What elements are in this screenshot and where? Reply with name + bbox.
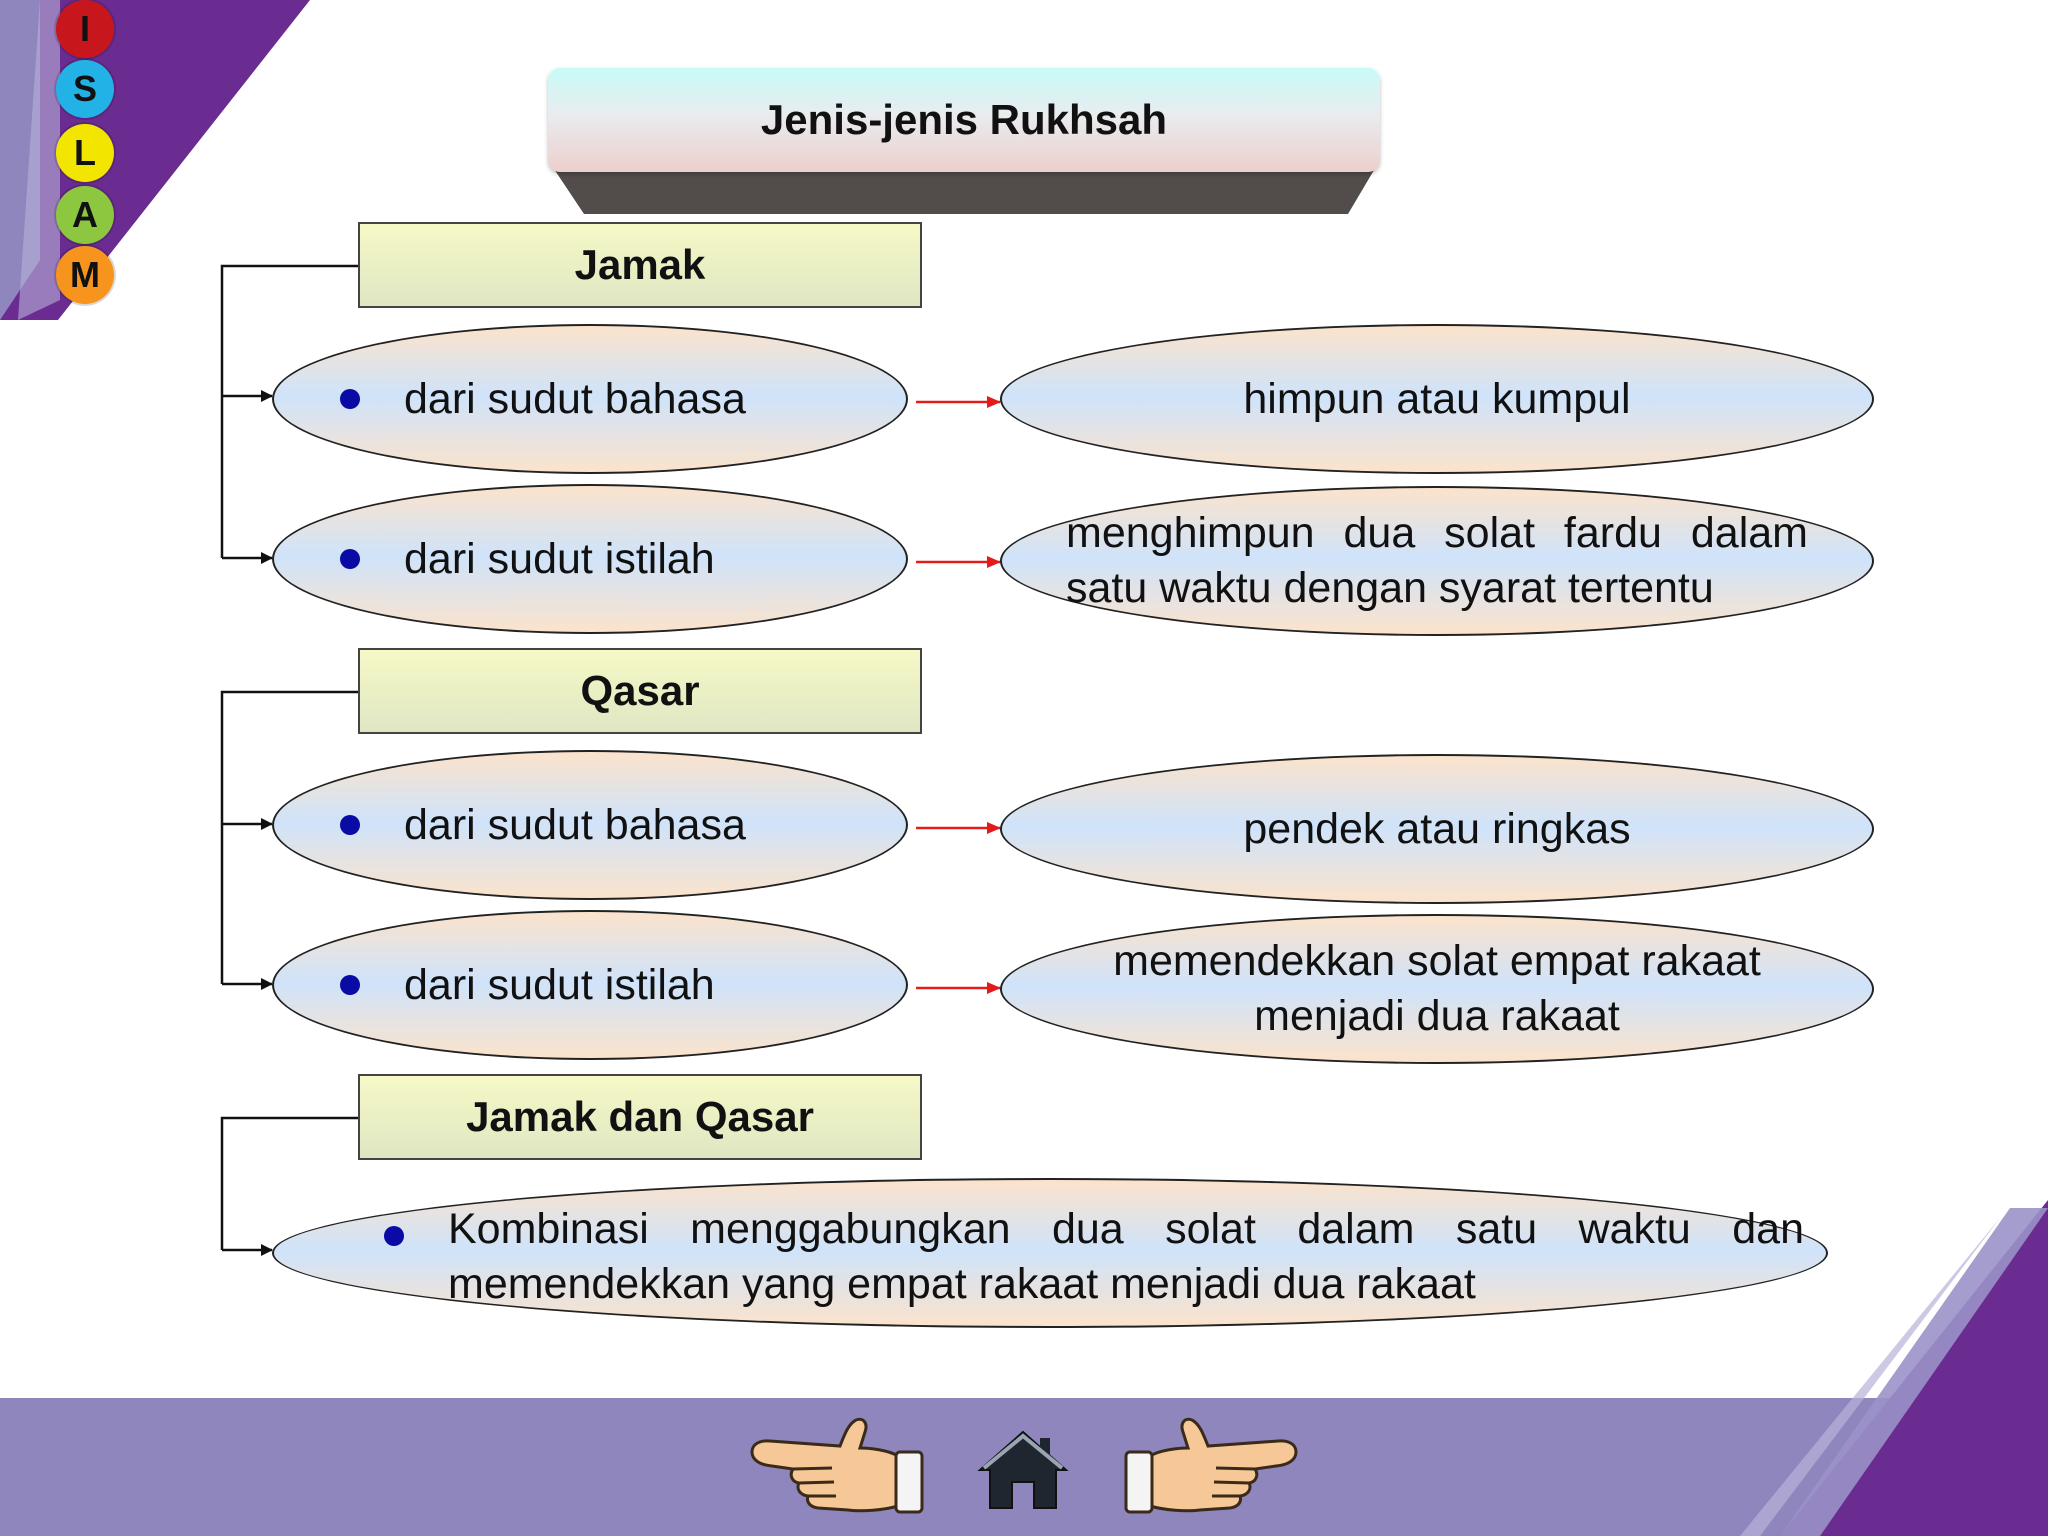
qasar-istilah-pill [272, 910, 908, 1060]
qasar-bahasa-pill [272, 750, 908, 900]
meaning-text: memendekkan solat empat rakaat menjadi dua rakaat [1113, 937, 1761, 1040]
bullet-icon [340, 975, 360, 995]
row-label: dari sudut istilah [404, 534, 715, 583]
qasar-bahasa-meaning [1000, 754, 1874, 904]
description-text: Kombinasi menggabungkan dua solat dalam satu waktu dan memendekkan yang empat rakaat menjadi dua rakaat [448, 1205, 1804, 1308]
jamak-bahasa-meaning [1000, 324, 1874, 474]
meaning-text: menghimpun dua solat fardu dalam satu waktu dengan syarat tertentu [1066, 509, 1808, 612]
hand-pointing-left-icon[interactable] [748, 1410, 926, 1526]
row-label: dari sudut bahasa [404, 800, 746, 849]
jamak-qasar-description-pill [272, 1178, 1828, 1328]
section-heading-jamak-qasar: Jamak dan Qasar [358, 1074, 922, 1160]
page-title: Jenis-jenis Rukhsah [548, 68, 1380, 172]
section-heading-jamak: Jamak [358, 222, 922, 308]
qasar-istilah-meaning [1000, 914, 1874, 1064]
jamak-istilah-pill [272, 484, 908, 634]
hand-pointing-right-icon[interactable] [1122, 1410, 1300, 1526]
section-heading-qasar: Qasar [358, 648, 922, 734]
jamak-istilah-meaning [1000, 486, 1874, 636]
islam-letter-m: M [56, 246, 114, 304]
bullet-icon [340, 815, 360, 835]
row-label: dari sudut istilah [404, 960, 715, 1009]
bullet-icon [340, 549, 360, 569]
bullet-icon [340, 389, 360, 409]
meaning-arrows [916, 402, 1000, 988]
bullet-icon [384, 1226, 404, 1246]
row-label: dari sudut bahasa [404, 374, 746, 423]
home-icon[interactable] [976, 1428, 1070, 1510]
islam-letter-a: A [56, 186, 114, 244]
jamak-bahasa-pill [272, 324, 908, 474]
islam-letter-l: L [56, 124, 114, 182]
meaning-text: himpun atau kumpul [1243, 374, 1631, 423]
islam-letter-i: I [56, 0, 114, 58]
islam-letter-s: S [56, 60, 114, 118]
meaning-text: pendek atau ringkas [1243, 804, 1631, 853]
